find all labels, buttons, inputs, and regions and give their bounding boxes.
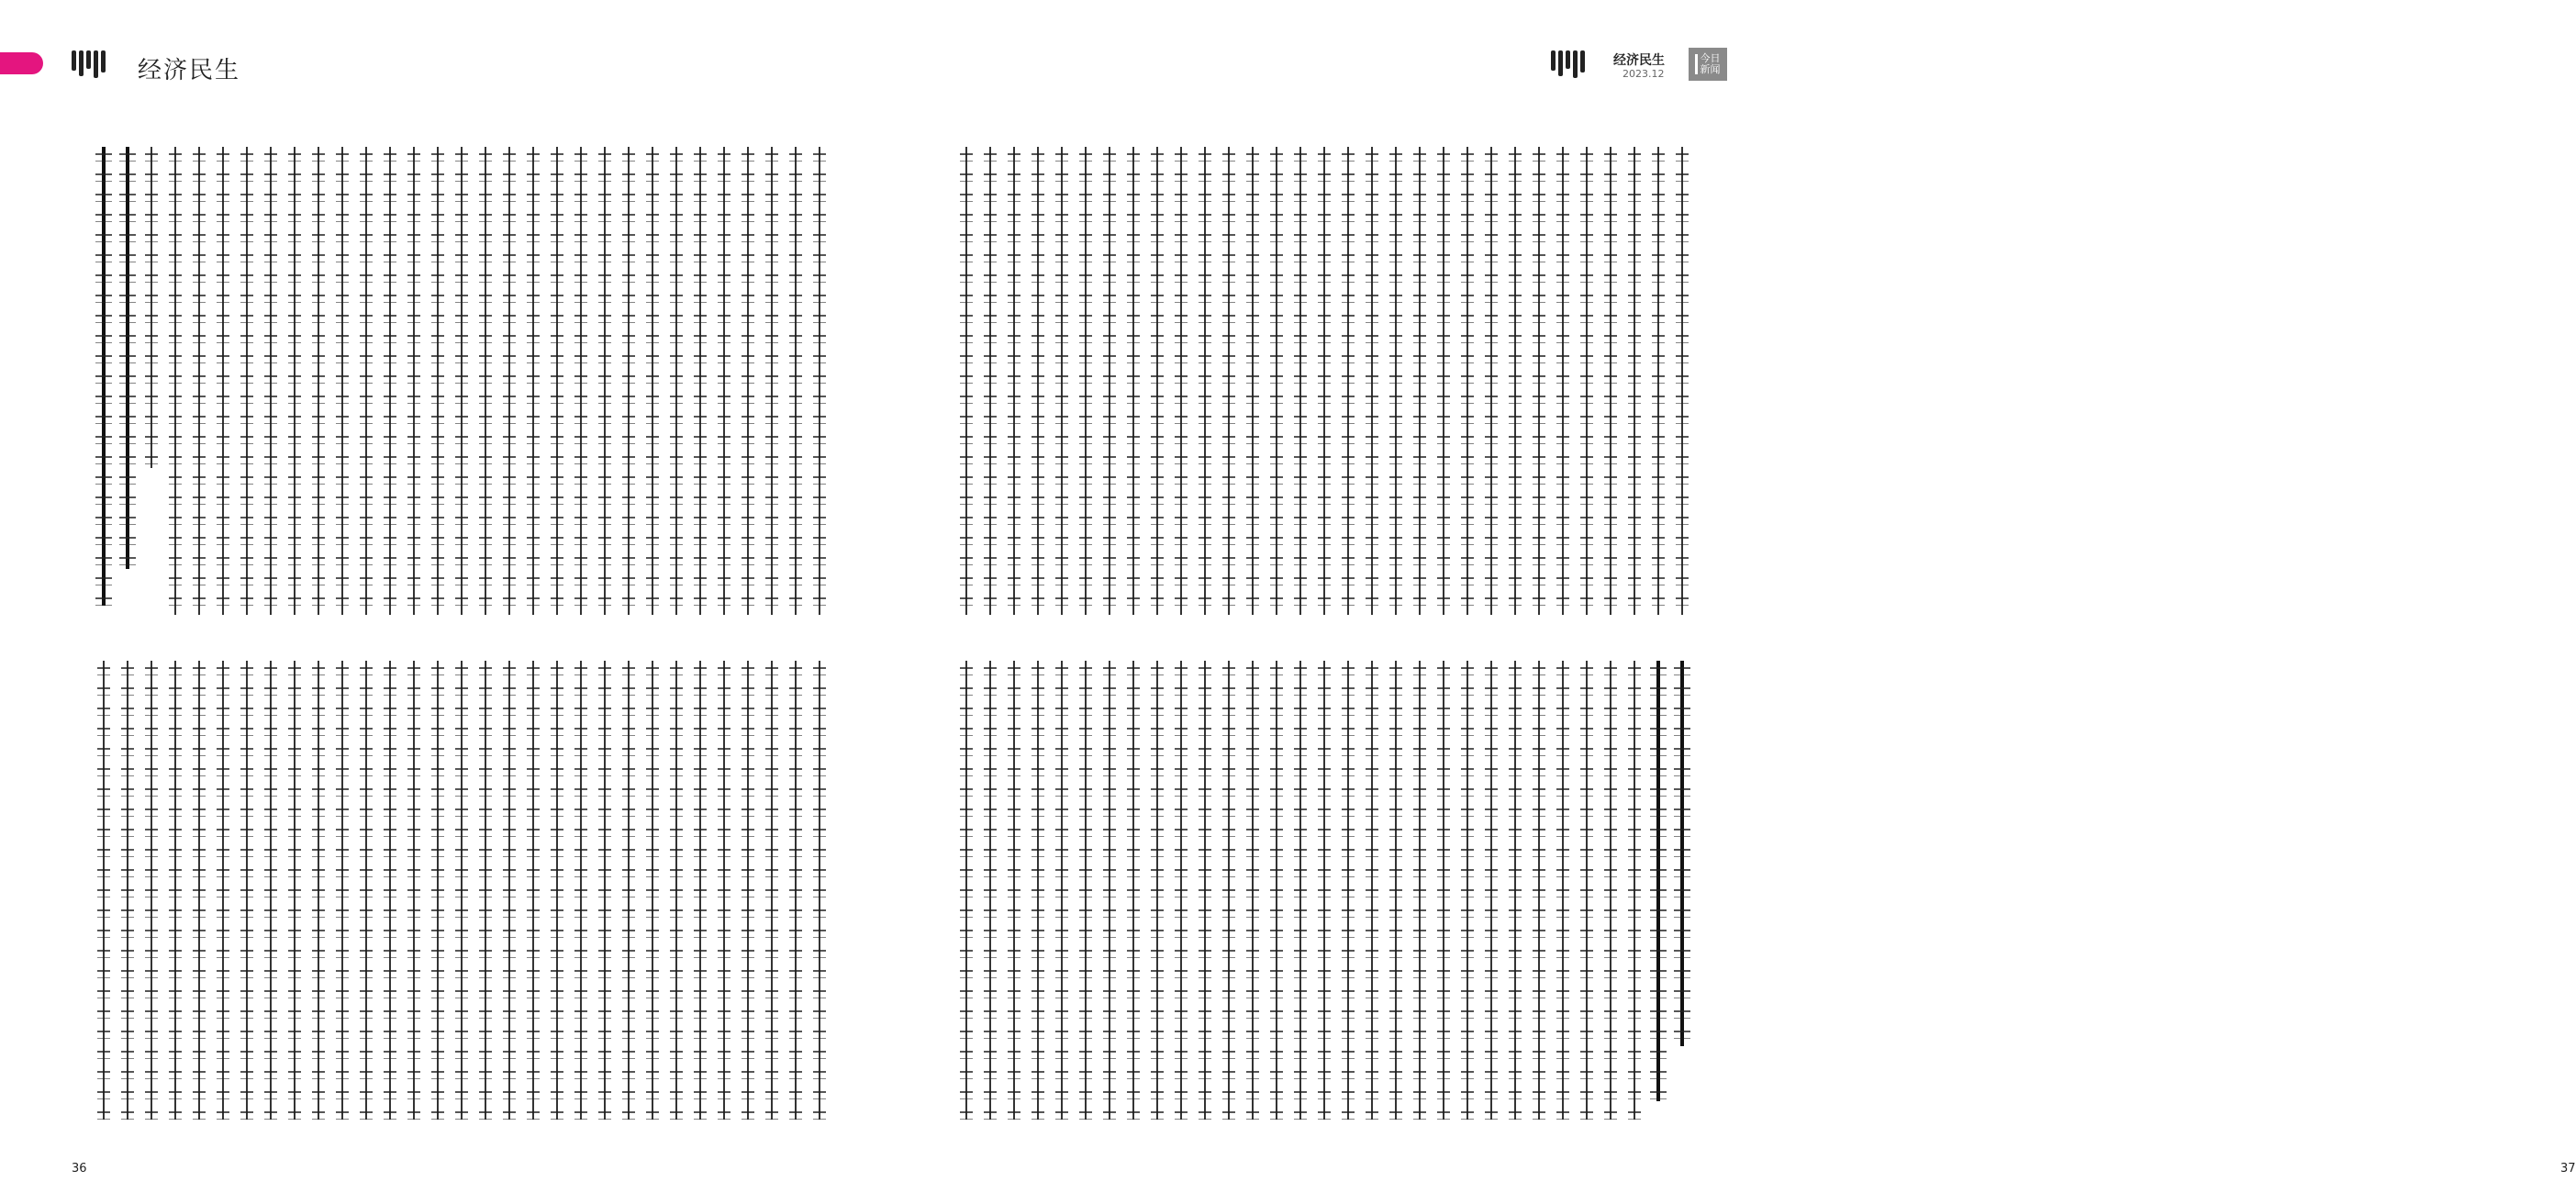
issue-date: 2023.12: [1623, 68, 1665, 80]
mongolian-section-mark: [72, 50, 106, 78]
left-page: [0, 0, 881, 1204]
body-text-upper-right: [954, 147, 1694, 633]
body-text-upper-left: [92, 147, 831, 633]
page-number-right: 37: [2560, 1162, 2576, 1176]
brand-name: 今日新闻: [1700, 52, 1721, 75]
brand-logo: [1689, 48, 1727, 81]
brand-bar: [1695, 54, 1698, 74]
body-text-lower-left: [92, 661, 831, 1138]
page-number-left: 36: [72, 1162, 87, 1176]
section-title: 经济民生: [138, 57, 241, 84]
right-page: [881, 0, 2576, 1204]
section-title-right: 经济民生: [1613, 53, 1665, 68]
section-tab: [0, 52, 43, 74]
mongolian-section-mark-right: [1551, 50, 1585, 78]
body-text-lower-right: [954, 661, 1694, 1138]
